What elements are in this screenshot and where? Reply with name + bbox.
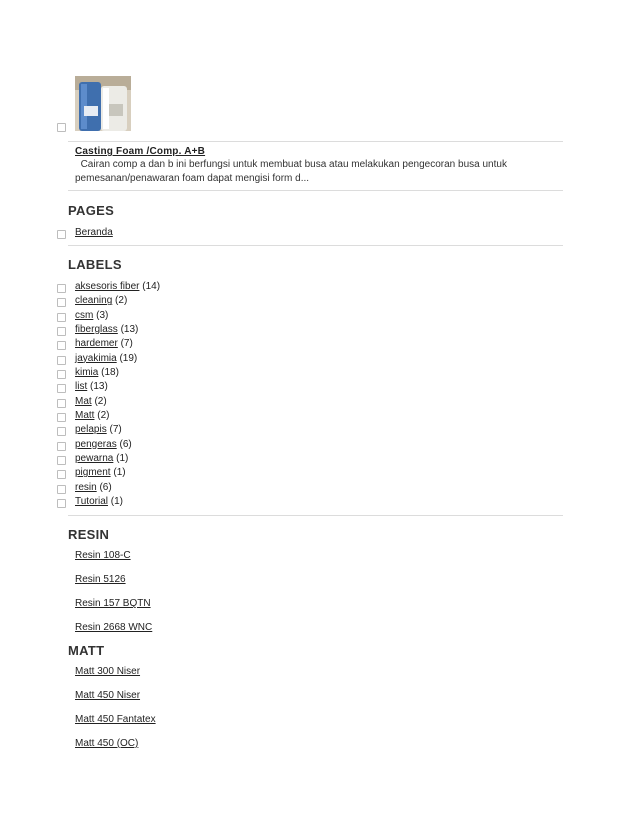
matt-link[interactable]: Matt 450 Fantatex (75, 714, 156, 725)
label-entry (75, 481, 112, 495)
label-link[interactable]: list (75, 381, 88, 393)
list-item (75, 666, 156, 690)
label-entry (75, 323, 138, 337)
matt-heading: MATT (68, 643, 105, 658)
label-entry (75, 366, 119, 380)
checkbox[interactable] (57, 442, 66, 451)
checkbox[interactable] (57, 413, 66, 422)
checkbox[interactable] (57, 384, 66, 393)
label-count: (7) (120, 338, 133, 350)
labels-heading: LABELS (68, 257, 122, 272)
list-item (75, 550, 152, 574)
post-title-link[interactable]: Casting Foam /Comp. A+B (75, 146, 206, 157)
resin-list (75, 550, 152, 646)
label-link[interactable]: pengeras (75, 438, 117, 450)
label-entry (75, 309, 108, 323)
list-item (75, 598, 152, 622)
label-entry (75, 452, 128, 466)
label-entry (75, 395, 107, 409)
label-count: (1) (116, 452, 129, 464)
label-link[interactable]: pelapis (75, 424, 107, 436)
label-entry (75, 337, 133, 351)
matt-link[interactable]: Matt 450 Niser (75, 690, 141, 701)
list-item (75, 690, 156, 714)
label-link[interactable]: aksesoris fiber (75, 281, 140, 292)
label-link[interactable]: hardemer (75, 338, 118, 350)
label-count: (14) (142, 281, 161, 292)
label-link[interactable]: resin (75, 481, 97, 493)
label-link[interactable]: Mat (75, 395, 92, 407)
label-count: (13) (120, 323, 139, 335)
label-link[interactable]: Tutorial (75, 495, 108, 507)
pages-heading: PAGES (68, 203, 115, 218)
label-entry (75, 280, 160, 294)
label-count: (2) (97, 409, 110, 421)
label-entry (75, 438, 132, 452)
checkbox[interactable] (57, 499, 66, 508)
label-count: (1) (110, 495, 123, 507)
checkbox[interactable] (57, 399, 66, 408)
label-link[interactable]: pigment (75, 467, 111, 479)
checkbox[interactable] (57, 284, 66, 293)
resin-link[interactable]: Resin 157 BQTN (75, 598, 151, 609)
label-count: (2) (115, 295, 128, 307)
matt-link[interactable]: Matt 450 (OC) (75, 738, 139, 749)
checkbox[interactable] (57, 313, 66, 322)
label-entry (75, 423, 122, 437)
label-count: (7) (109, 424, 122, 436)
matt-list (75, 666, 156, 762)
checkbox[interactable] (57, 341, 66, 350)
label-entry (75, 294, 127, 308)
resin-link[interactable]: Resin 5126 (75, 574, 126, 585)
post-snippet: Cairan comp a dan b ini berfungsi untuk membuat busa atau melakukan pengecoran busa untuk pemesanan/penawaran foam dapat mengisi form d... (75, 159, 507, 184)
checkbox[interactable] (57, 370, 66, 379)
checkbox[interactable] (57, 230, 66, 239)
checkbox[interactable] (57, 356, 66, 365)
label-link[interactable]: cleaning (75, 295, 113, 307)
label-link[interactable]: Matt (75, 409, 95, 421)
checkbox[interactable] (57, 470, 66, 479)
list-item (75, 574, 152, 598)
label-entry (75, 495, 123, 509)
resin-heading: RESIN (68, 527, 110, 542)
label-link[interactable]: csm (75, 309, 94, 321)
label-entry (75, 466, 126, 480)
resin-link[interactable]: Resin 108-C (75, 550, 131, 561)
label-link[interactable]: fiberglass (75, 323, 118, 335)
divider (68, 141, 563, 142)
post-checkbox[interactable] (57, 123, 66, 132)
checkbox[interactable] (57, 456, 66, 465)
label-link[interactable]: pewarna (75, 452, 114, 464)
label-count: (3) (96, 309, 109, 321)
label-entry (75, 380, 108, 394)
checkbox[interactable] (57, 327, 66, 336)
label-count: (13) (90, 381, 108, 393)
label-count: (6) (119, 438, 132, 450)
label-count: (2) (94, 395, 107, 407)
product-photo-icon (75, 76, 131, 131)
label-entry (75, 409, 109, 423)
page-link-beranda[interactable]: Beranda (75, 227, 113, 238)
divider (68, 245, 563, 246)
label-link[interactable]: kimia (75, 366, 99, 378)
divider (68, 515, 563, 516)
label-count: (18) (101, 366, 119, 378)
list-item (75, 714, 156, 738)
label-count: (6) (99, 481, 112, 493)
checkbox[interactable] (57, 427, 66, 436)
resin-link[interactable]: Resin 2668 WNC (75, 622, 153, 633)
divider (68, 190, 563, 191)
post-thumbnail[interactable] (75, 76, 131, 131)
checkbox[interactable] (57, 298, 66, 307)
checkbox[interactable] (57, 485, 66, 494)
matt-link[interactable]: Matt 300 Niser (75, 666, 141, 677)
label-entry (75, 352, 137, 366)
label-count: (19) (119, 352, 138, 364)
label-count: (1) (113, 467, 126, 479)
list-item (75, 738, 156, 762)
label-link[interactable]: jayakimia (75, 352, 117, 364)
